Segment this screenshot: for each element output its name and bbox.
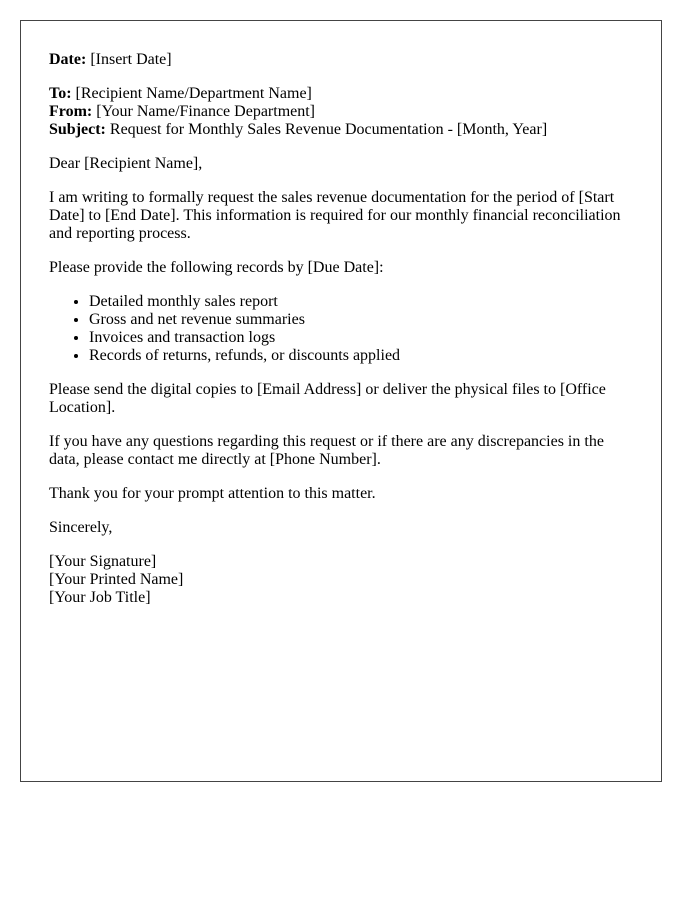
records-list [49, 293, 633, 365]
signature-block [49, 553, 633, 607]
job-title: [Your Job Title] [49, 589, 151, 606]
subject-value: Request for Monthly Sales Revenue Documentation - [Month, Year] [109, 121, 548, 138]
from-value: [Your Name/Finance Department] [96, 103, 316, 120]
questions-paragraph: If you have any questions regarding this request or if there are any discrepancies in the data, please contact me directly at [Phone Number]. [49, 433, 604, 468]
list-item: • Records of returns, refunds, or discounts applied [89, 347, 633, 365]
date-label: Date: [49, 51, 87, 68]
printed-name: [Your Printed Name] [49, 571, 184, 588]
closing: Sincerely, [49, 519, 113, 536]
memo-header [49, 85, 633, 139]
delivery-paragraph: Please send the digital copies to [Email Address] or deliver the physical files to [Office Location]. [49, 381, 606, 416]
list-intro: Please provide the following records by [Due Date]: [49, 259, 384, 276]
subject-label: Subject: [49, 121, 106, 138]
signature: [Your Signature] [49, 553, 157, 570]
to-label: To: [49, 85, 72, 102]
date-value: [Insert Date] [90, 51, 172, 68]
letter [20, 20, 662, 782]
intro-paragraph: I am writing to formally request the sales revenue documentation for the period of [Start Date] to [End Date]. This information is required for our monthly financial reconciliation and reporting process. [49, 189, 621, 242]
to-value: [Recipient Name/Department Name] [75, 85, 312, 102]
list-item: • Invoices and transaction logs [89, 329, 633, 347]
from-label: From: [49, 103, 93, 120]
thanks-paragraph: Thank you for your prompt attention to this matter. [49, 485, 376, 502]
date-line [49, 51, 633, 69]
list-item: • Gross and net revenue summaries [89, 311, 633, 329]
list-item: • Detailed monthly sales report [89, 293, 633, 311]
salutation: Dear [Recipient Name], [49, 155, 203, 172]
